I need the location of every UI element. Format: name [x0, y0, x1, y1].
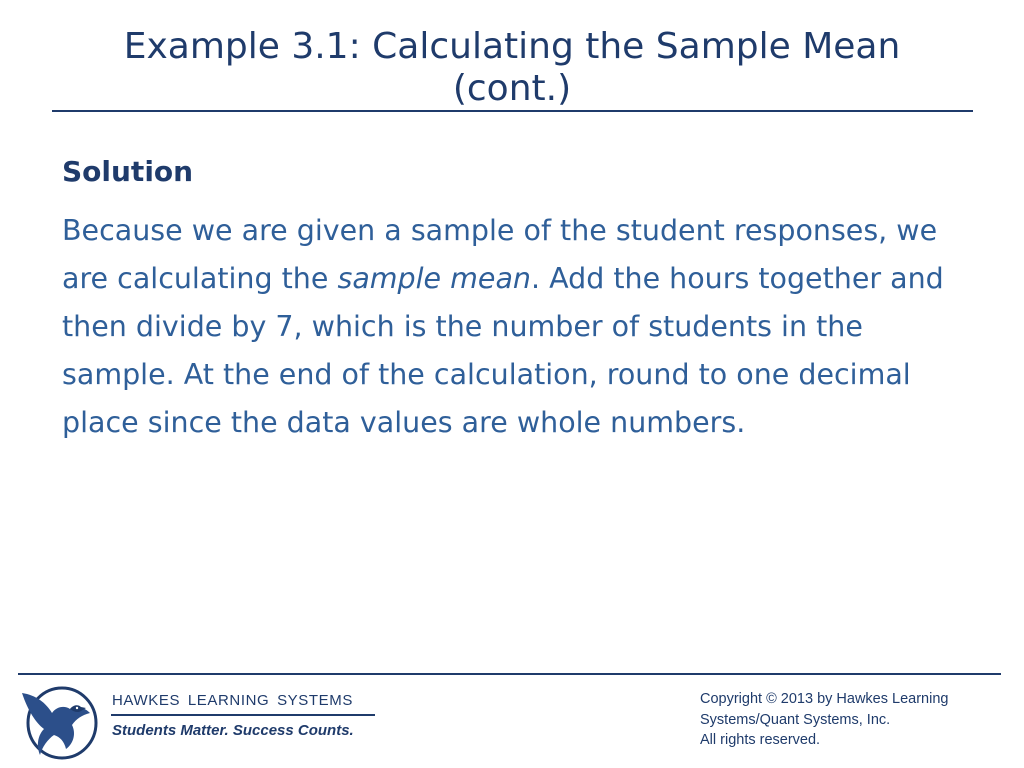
- brand-name: HAWKES LEARNING SYSTEMS: [112, 692, 353, 709]
- copyright-notice: [700, 689, 1010, 751]
- body-text-part2: . Add the hours together and then divide by 7, which is the number of students in the sample. At the end of the calculation, round to one decimal place since the data values are whole numbers.: [62, 262, 944, 439]
- copyright-line: Systems/Quant Systems, Inc.: [700, 711, 891, 728]
- body-emphasis: sample mean: [337, 262, 531, 295]
- slide-title: Example 3.1: Calculating the Sample Mean (cont.): [123, 26, 901, 109]
- brand-underline: [111, 714, 375, 716]
- brand-tagline: Students Matter. Success Counts.: [112, 722, 354, 739]
- title-divider: [52, 110, 973, 112]
- copyright-line: All rights reserved.: [700, 732, 821, 748]
- body-paragraph: [62, 207, 952, 447]
- eagle-logo-icon: [18, 683, 100, 761]
- footer-divider: [18, 673, 1001, 675]
- section-heading: Solution: [62, 155, 194, 188]
- copyright-line: Copyright © 2013 by Hawkes Learning: [700, 691, 949, 707]
- body-text-part1: Because we are given a sample of the student responses, we are calculating the: [62, 214, 938, 295]
